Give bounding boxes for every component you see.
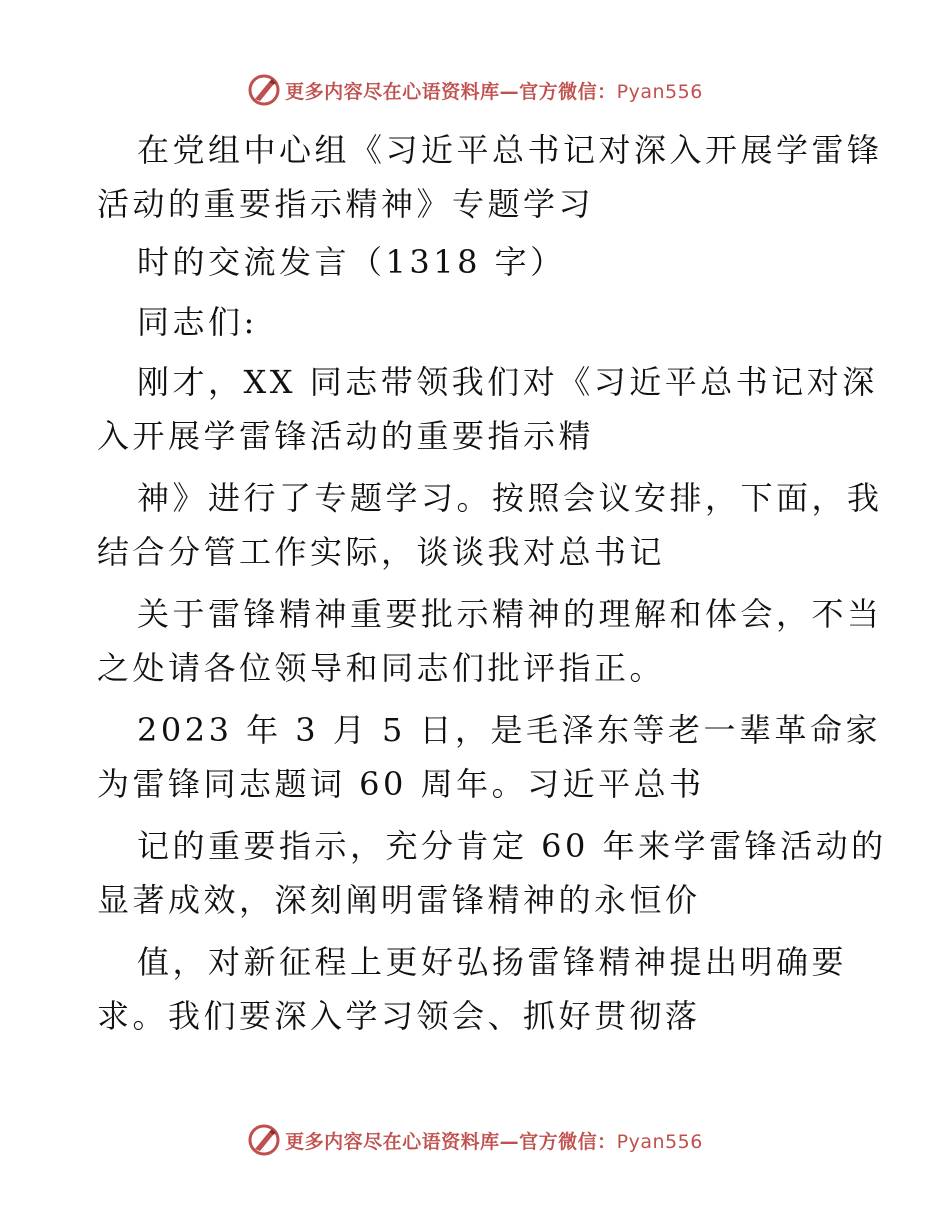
text-line: 时的交流发言（1318 字） [137,243,566,281]
footer-watermark [0,1120,950,1160]
text-line: 值，对新征程上更好弘扬雷锋精神提出明确要 [137,943,848,981]
text-line: 在党组中心组《习近平总书记对深入开展学雷锋 [137,131,883,169]
text-line: 为雷锋同志题词 60 周年。习近平总书 [97,765,705,803]
text-line: 结合分管工作实际，谈谈我对总书记 [97,533,666,571]
watermark-text: 更多内容尽在心语资料库—官方微信：Pyan556 [285,1130,703,1153]
text-line: 显著成效，深刻阐明雷锋精神的永恒价 [97,881,701,919]
text-line: 求。我们要深入学习领会、抓好贯彻落 [97,997,701,1035]
header-watermark [0,70,950,110]
pen-logo-icon [247,1123,281,1157]
text-line: 记的重要指示，充分肯定 60 年来学雷锋活动的 [137,827,887,865]
pen-logo-icon [247,73,281,107]
text-line: 活动的重要指示精神》专题学习 [97,185,595,223]
watermark-text: 更多内容尽在心语资料库—官方微信：Pyan556 [285,80,703,103]
text-line: 入开展学雷锋活动的重要指示精 [97,417,595,455]
text-line: 2023 年 3 月 5 日，是毛泽东等老一辈革命家 [137,711,882,749]
text-line: 同志们: [137,303,258,341]
text-line: 关于雷锋精神重要批示精神的理解和体会，不当 [137,595,883,633]
text-line: 之处请各位领导和同志们批评指正。 [97,649,666,687]
text-line: 刚才，XX 同志带领我们对《习近平总书记对深 [137,363,878,401]
text-line: 神》进行了专题学习。按照会议安排，下面，我 [137,479,883,517]
